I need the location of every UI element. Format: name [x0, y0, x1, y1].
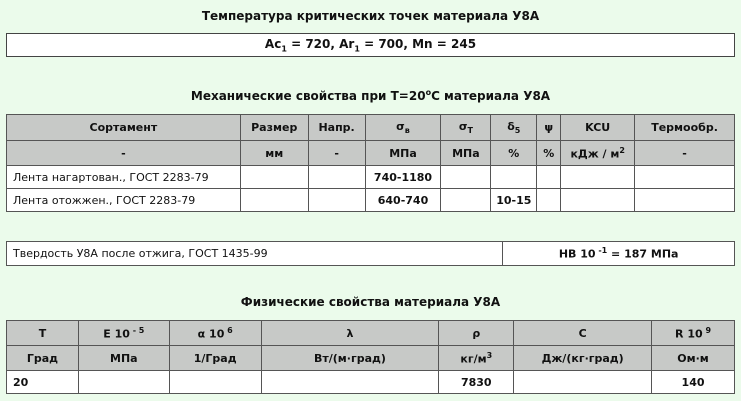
row-sortament: Лента нагартован., ГОСТ 2283-79 [7, 166, 241, 189]
row-razmer [240, 166, 308, 189]
col-psi: ψ [537, 115, 561, 141]
unit-rho [439, 346, 514, 371]
unit-kcu-sup: 2 [619, 145, 625, 155]
sigma-v-symbol: σ [396, 119, 405, 133]
col-sortament: Сортамент [7, 115, 241, 141]
row-psi [537, 189, 561, 212]
row-kcu [561, 166, 635, 189]
row-delta5 [491, 166, 537, 189]
alpha-pre: α 10 [197, 327, 225, 341]
unit-alpha: 1/Град [169, 346, 261, 371]
phys-table [6, 320, 735, 394]
col-t: T [7, 321, 79, 346]
col-r [652, 321, 735, 346]
row-lambda [261, 371, 439, 394]
row-sigma-t [441, 166, 491, 189]
hardness-value-post: = 187 МПа [607, 247, 679, 261]
e-pre: E 10 [103, 327, 130, 341]
sigma-t-sub: T [467, 126, 473, 136]
col-sigma-t [441, 115, 491, 141]
row-razmer [240, 189, 308, 212]
table-row [7, 371, 735, 394]
row-r: 140 [652, 371, 735, 394]
sigma-t-symbol: σ [458, 119, 468, 133]
r-sup: 9 [702, 325, 712, 335]
mech-table [6, 114, 735, 212]
col-rho: ρ [439, 321, 514, 346]
row-c [514, 371, 652, 394]
row-napr [308, 189, 365, 212]
row-sortament: Лента отожжен., ГОСТ 2283-79 [7, 189, 241, 212]
table-row [7, 189, 735, 212]
row-delta5: 10-15 [491, 189, 537, 212]
unit-sigma-t: МПа [441, 141, 491, 166]
col-c: C [514, 321, 652, 346]
alpha-sup: 6 [224, 325, 233, 335]
col-sigma-v [365, 115, 441, 141]
row-napr [308, 166, 365, 189]
critical-title: Температура критических точек материала У8А [201, 9, 540, 23]
critical-values [7, 34, 735, 57]
row-sigma-t [441, 189, 491, 212]
hardness-table [6, 241, 735, 266]
unit-napr: - [308, 141, 365, 166]
critical-table [6, 33, 735, 57]
unit-rho-sup: 3 [486, 350, 493, 360]
mech-header-row [7, 115, 735, 141]
ar1-sub: 1 [354, 44, 360, 54]
row-termo [635, 189, 735, 212]
col-alpha [169, 321, 261, 346]
col-termo: Термообр. [635, 115, 735, 141]
unit-c: Дж/(кг·град) [514, 346, 652, 371]
hardness-value [503, 242, 735, 266]
ac1-value: = 720, [286, 36, 340, 51]
delta5-symbol: δ [507, 119, 515, 133]
unit-kcu [561, 141, 635, 166]
phys-units-row [7, 346, 735, 371]
hardness-label: Твердость У8А после отжига, ГОСТ 1435-99 [7, 242, 503, 266]
unit-e: МПа [78, 346, 169, 371]
mech-units-row [7, 141, 735, 166]
e-sup: - 5 [129, 325, 145, 335]
ar1-label: Ar [339, 36, 355, 51]
unit-psi: % [537, 141, 561, 166]
unit-delta5: % [491, 141, 537, 166]
row-termo [635, 166, 735, 189]
table-row [7, 166, 735, 189]
row-alpha [169, 371, 261, 394]
unit-termo: - [635, 141, 735, 166]
unit-razmer: мм [240, 141, 308, 166]
col-razmer: Размер [240, 115, 308, 141]
unit-kcu-pre: кДж / м [570, 147, 620, 161]
unit-sigma-v: МПа [365, 141, 441, 166]
unit-lambda: Вт/(м·град) [261, 346, 439, 371]
unit-r: Ом·м [652, 346, 735, 371]
r-pre: R 10 [675, 327, 703, 341]
row-kcu [561, 189, 635, 212]
phys-header-row [7, 321, 735, 346]
col-kcu: KCU [561, 115, 635, 141]
ac1-label: Ac [264, 36, 282, 51]
hardness-value-pre: HB 10 [558, 247, 596, 261]
mech-title-sup: o [425, 88, 432, 97]
sigma-v-sub: в [404, 126, 410, 136]
mech-title [0, 88, 741, 103]
row-t: 20 [7, 371, 79, 394]
unit-sortament: - [7, 141, 241, 166]
unit-t: Град [7, 346, 79, 371]
row-sigma-v: 740-1180 [365, 166, 441, 189]
col-delta5 [491, 115, 537, 141]
col-napr: Напр. [308, 115, 365, 141]
mech-title-pre: Механические свойства при Т=20 [190, 89, 426, 103]
unit-rho-pre: кг/м [460, 352, 487, 366]
ac1-sub: 1 [281, 44, 287, 54]
ar1-value: = 700, [359, 36, 413, 51]
row-e [78, 371, 169, 394]
col-e [78, 321, 169, 346]
row-psi [537, 166, 561, 189]
col-lambda: λ [261, 321, 439, 346]
hardness-value-sup: -1 [595, 246, 608, 256]
mech-title-post: С материала У8А [431, 89, 551, 103]
phys-title: Физические свойства материала У8А [240, 295, 501, 309]
delta5-sub: 5 [514, 126, 521, 136]
mn-value: Mn = 245 [412, 36, 477, 51]
row-sigma-v: 640-740 [365, 189, 441, 212]
row-rho: 7830 [439, 371, 514, 394]
